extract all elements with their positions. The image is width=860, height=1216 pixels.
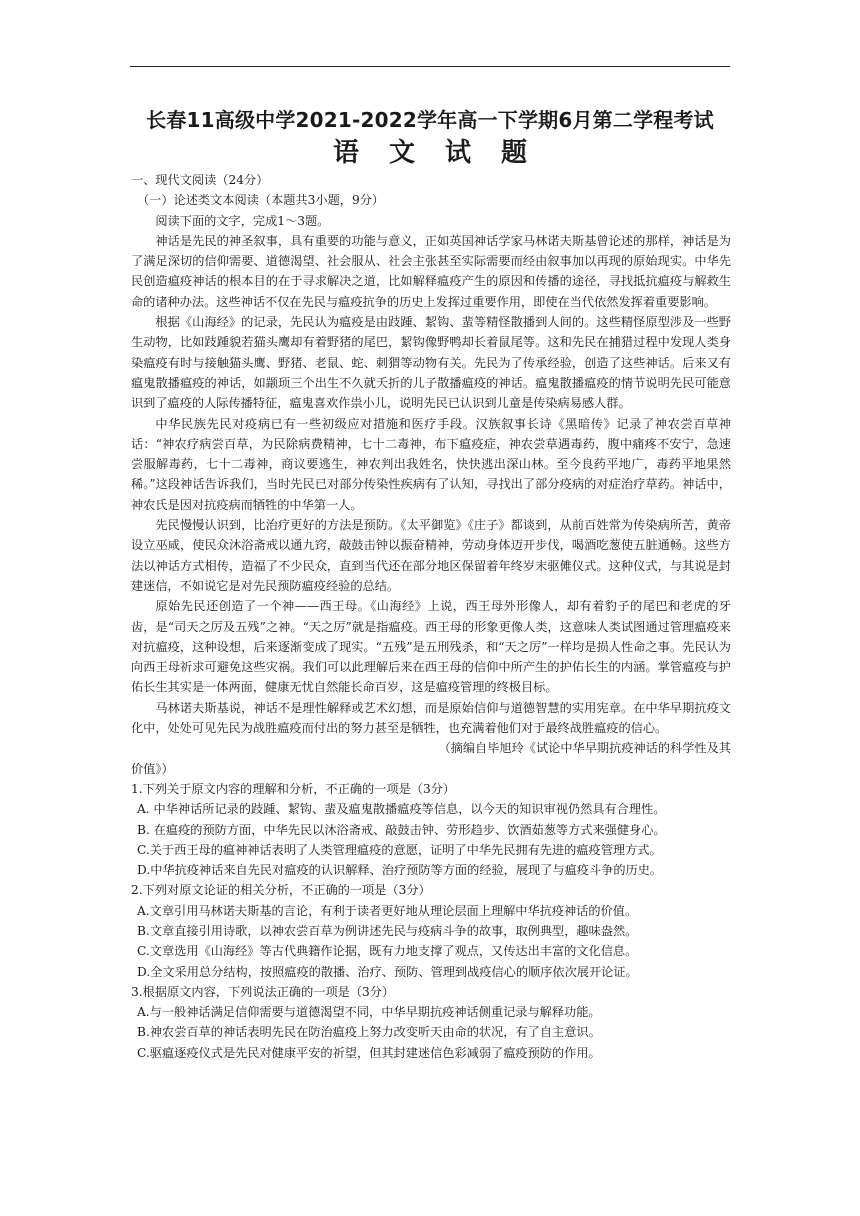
article-paragraph: 中华民族先民对疫病已有一些初级应对措施和医疗手段。汉族叙事长诗《黑暗传》记录了神农尝百草神话：“神农疗病尝百草，为民除病费精神，七十二毒神，布下瘟疫症，神农尝草遇毒药，腹中痛疼不安宁，急速尝服解毒药，七十二毒神，商议要逃生，神农判出我姓名，快快逃出深山林。至今良药平地广，毒药平地果然稀。”这段神话告诉我们，当时先民已对部分传染性疾病有了认知，寻找出了部分疫病的对症治疗草药。神话中，神农氏是因对抗疫病而牺牲的中华第一人。 bbox=[131, 416, 731, 512]
subject-title: 语文试题 bbox=[332, 138, 557, 168]
question-option: C.驱瘟逐疫仪式是先民对健康平安的祈望，但其封建迷信色彩减弱了瘟疫预防的作用。 bbox=[137, 1045, 601, 1060]
article-paragraph: 原始先民还创造了一个神——西王母。《山海经》上说，西王母外形像人，却有着豹子的尾巴和老虎的牙齿，是“司天之厉及五残”之神。“天之厉”就是指瘟疫。西王母的形象更像人类，这意味人类试图通过管理瘟疫来对抗瘟疫，这种设想，后来逐渐变成了现实。“五残”是五刑残杀，和“天之厉”一样均是损人性命之事。先民认为向西王母祈求可避免这些灾祸。我们可以此理解后来在西王母的信仰中所产生的护佑长生的内涵。掌管瘟疫与护佑长生其实是一体两面，健康无忧自然能长命百岁，这是瘟疫管理的终极目标。 bbox=[131, 599, 731, 695]
question-option: A. 中华神话所记录的跂踵、絜钩、蜚及瘟鬼散播瘟疫等信息，以今天的知识审视仍然具有合理性。 bbox=[137, 802, 666, 817]
question-stem: 1.下列关于原文内容的理解和分析，不正确的一项是（3分） bbox=[131, 781, 456, 796]
question-option: D.中华抗疫神话来自先民对瘟疫的认识解释、治疗预防等方面的经验，展现了与瘟疫斗争的历史。 bbox=[137, 863, 663, 878]
section-heading: 一、现代文阅读（24分） bbox=[131, 173, 269, 187]
question-option: B.神农尝百草的神话表明先民在防治瘟疫上努力改变听天由命的状况，有了自主意识。 bbox=[137, 1025, 601, 1040]
question-stem: 2.下列对原文论证的相关分析，不正确的一项是（3分） bbox=[131, 883, 431, 898]
question-option: D.全文采用总分结构，按照瘟疫的散播、治疗、预防、管理到战疫信心的顺序依次展开论证。 bbox=[137, 964, 638, 979]
reading-instruction: 阅读下面的文字，完成1～3题。 bbox=[155, 213, 330, 228]
exam-title: 长春11高级中学2021-2022学年高一下学期6月第二学程考试 bbox=[146, 108, 714, 132]
article-paragraph: 先民慢慢认识到，比治疗更好的方法是预防。《太平御览》《庄子》都谈到，从前百姓常为传染病所苦，黄帝设立巫咸，使民众沐浴斋戒以通九窍，敲鼓击钟以振奋精神，劳动身体迈开步伐，喝酒吃葱使五脏通畅。这些方法以神话方式相传，造福了不少民众，直到当代还在部分地区保留着年终岁末驱傩仪式。这种仪式，与其说是封建迷信，不如说它是对先民预防瘟疫经验的总结。 bbox=[131, 518, 731, 593]
header-rule bbox=[130, 66, 730, 67]
article-paragraph: 神话是先民的神圣叙事，具有重要的功能与意义，正如英国神话学家马林诺夫斯基曾论述的那样，神话是为了满足深切的信仰需要、道德渴望、社会服从、社会主张甚至实际需要而经由叙事加以再现的原始现实。中华先民创造瘟疫神话的根本目的在于寻求解决之道，比如解释瘟疫产生的原因和传播的途径，寻找抵抗瘟疫与解救生命的诸种办法。这些神话不仅在先民与瘟疫抗争的历史上发挥过重要作用，即使在当代依然发挥着重要影响。 bbox=[131, 233, 731, 309]
question-option: B.文章直接引用诗歌，以神农尝百草为例讲述先民与疫病斗争的故事，取例典型，趣味盎然。 bbox=[137, 923, 638, 938]
question-stem: 3.根据原文内容，下列说法正确的一项是（3分） bbox=[131, 984, 395, 999]
source-citation-continued: 价值》） bbox=[131, 761, 174, 776]
question-option: B. 在瘟疫的预防方面，中华先民以沐浴斋戒、敲鼓击钟、劳形趋步、饮酒茹葱等方式来强健身心。 bbox=[137, 822, 666, 837]
question-option: C.关于西王母的瘟神神话表明了人类管理瘟疫的意愿，证明了中华先民拥有先进的瘟疫管理方式。 bbox=[137, 842, 662, 857]
subsection-heading: （一）论述类文本阅读（本题共3小题，9分） bbox=[137, 193, 385, 208]
question-option: A.与一般神话满足信仰需要与道德渴望不同，中华早期抗疫神话侧重记录与解释功能。 bbox=[137, 1005, 601, 1020]
document-body bbox=[131, 170, 731, 1063]
source-citation: （摘编自毕旭玲《试论中华早期抗疫神话的科学性及其 bbox=[438, 741, 731, 756]
question-option: C.文章选用《山海经》等古代典籍作论据，既有力地支撑了观点，又传达出丰富的文化信息。 bbox=[137, 944, 638, 959]
article-paragraph: 马林诺夫斯基说，神话不是理性解释或艺术幻想，而是原始信仰与道德智慧的实用宪章。在中华早期抗疫文化中，处处可见先民为战胜瘟疫而付出的努力甚至是牺牲，也充满着他们对于最终战胜瘟疫的信心。 bbox=[131, 700, 731, 736]
question-option: A.文章引用马林诺夫斯基的言论，有利于读者更好地从理论层面上理解中华抗疫神话的价值。 bbox=[137, 903, 638, 918]
article-paragraph: 根据《山海经》的记录，先民认为瘟疫是由跂踵、絜钩、蜚等精怪散播到人间的。这些精怪原型涉及一些野生动物，比如跂踵貌若猫头鹰却有着野猪的尾巴，絜钩像野鸭却长着鼠尾等。这和先民在捕猎过程中发现人类身染瘟疫有时与接触猫头鹰、野猪、老鼠、蛇、刺猬等动物有关。先民为了传承经验，创造了这些神话。后来又有瘟鬼散播瘟疫的神话，如颛顼三个出生不久就夭折的儿子散播瘟疫的神话。瘟鬼散播瘟疫的情节说明先民可能意识到了瘟疫的人际传播特征，瘟鬼喜欢作祟小儿，说明先民已认识到儿童是传染病易感人群。 bbox=[131, 315, 731, 411]
